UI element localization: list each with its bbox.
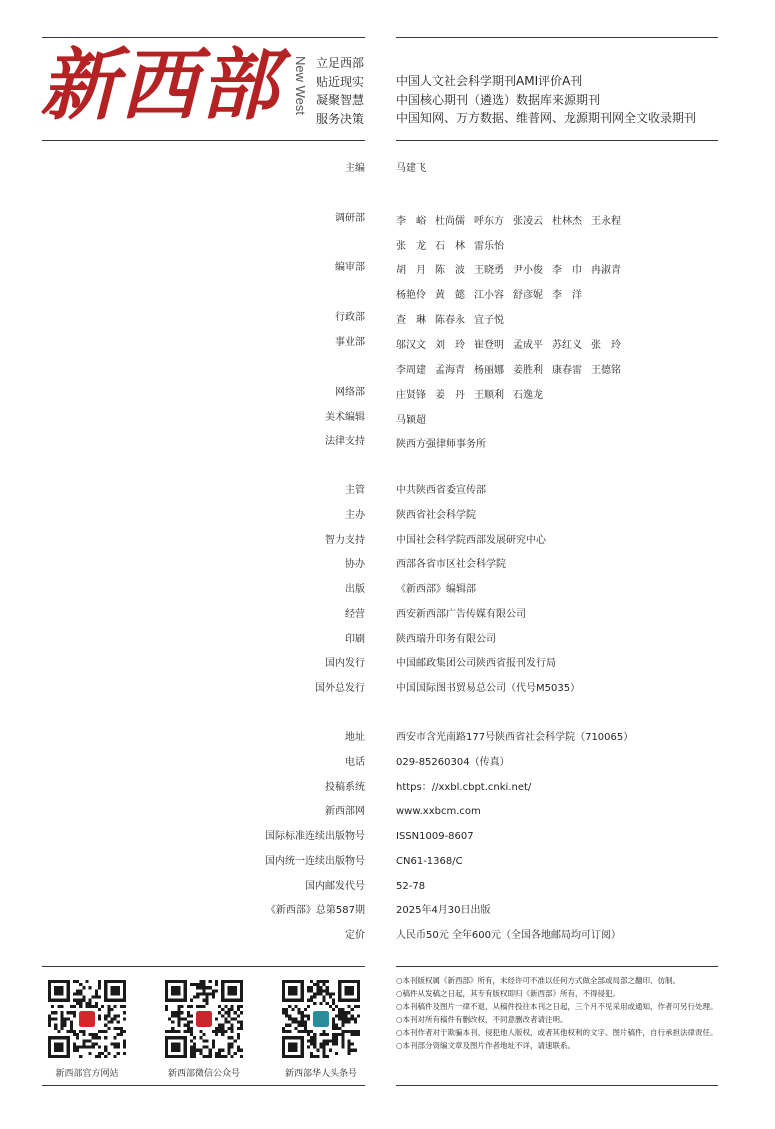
contact-row	[0, 852, 775, 872]
staff-name: 张 龙	[396, 240, 426, 252]
note-line: ○本刊作者对于欺骗本刊、侵犯他人版权，或者其他权利的文字、图片稿件，自行承担法律责任。	[396, 1028, 718, 1037]
department-row	[0, 209, 775, 229]
staff-name: 姜 丹	[435, 390, 465, 401]
department-names	[396, 209, 736, 229]
footer-rule-left-bottom	[42, 1085, 365, 1086]
staff-name: 王顺利	[474, 390, 504, 401]
staff-name: 庄贤锋	[396, 390, 426, 401]
staff-name: 张凌云	[513, 216, 543, 227]
recognitions	[396, 72, 726, 128]
staff-name: 尹小俊	[513, 265, 543, 276]
contact-value: 人民币50元 全年600元（全国各地邮局均可订阅）	[396, 930, 621, 941]
qr-code-official-site[interactable]	[48, 980, 126, 1058]
publication-row	[0, 630, 775, 650]
qr-caption: 新西部官方网站	[55, 1069, 119, 1079]
department-label: 编审部	[335, 262, 365, 273]
staff-name: 陕西方强律师事务所	[396, 439, 486, 450]
department-row	[0, 358, 775, 378]
staff-name: 孟海青	[435, 364, 465, 376]
staff-name: 崔登明	[474, 340, 504, 351]
staff-name: 石逸龙	[513, 390, 543, 401]
staff-name: 杨艳伶	[396, 289, 426, 301]
publication-row	[0, 580, 775, 600]
staff-name: 王永程	[591, 216, 621, 227]
department-row	[0, 383, 775, 403]
contact-value: ISSN1009-8607	[396, 831, 474, 842]
editor-in-chief-row	[0, 159, 775, 179]
publication-value: 陕西省社会科学院	[396, 509, 476, 521]
publication-label: 国内发行	[325, 658, 365, 670]
publication-row	[0, 531, 775, 551]
staff-name: 李周建	[396, 364, 426, 376]
contact-label: 定价	[345, 930, 365, 941]
qr-code-toutiao[interactable]	[282, 980, 360, 1058]
publication-row	[0, 654, 775, 674]
logo-english: New West	[293, 56, 308, 115]
staff-name: 陈 波	[435, 265, 465, 276]
department-names	[396, 308, 736, 328]
department-label: 事业部	[335, 337, 365, 348]
publication-label: 印刷	[345, 633, 365, 645]
department-names	[396, 432, 736, 452]
qr-code-graphic	[48, 980, 126, 1058]
staff-name: 雷乐怡	[474, 240, 504, 252]
publication-value: 陕西瑞升印务有限公司	[396, 633, 496, 645]
department-row	[0, 333, 775, 353]
publication-label: 协办	[345, 559, 365, 571]
contact-label: 地址	[345, 732, 365, 743]
contact-value: 2025年4月30日出版	[396, 905, 491, 917]
publication-row	[0, 481, 775, 501]
staff-name: 呼东方	[474, 216, 504, 227]
staff-name: 江小容	[474, 289, 504, 301]
staff-name: 陈春永	[435, 315, 465, 326]
staff-name: 王晓勇	[474, 265, 504, 276]
footer-rule-right-bottom	[396, 1085, 718, 1086]
recognition: 中国核心期刊（遴选）数据库来源期刊	[396, 92, 601, 107]
staff-name: 宜子悦	[474, 315, 504, 326]
note-line: ○本刊对所有稿件有删改权，不同意删改者请注明。	[396, 1015, 568, 1024]
contact-value: 52-78	[396, 880, 426, 892]
department-row	[0, 308, 775, 328]
department-label: 调研部	[335, 213, 365, 224]
publication-label: 国外总发行	[315, 683, 365, 694]
department-names	[396, 283, 736, 303]
qr-code-graphic	[165, 980, 243, 1058]
contact-label: 国内统一连续出版物号	[265, 855, 365, 867]
contact-row	[0, 901, 775, 921]
department-names	[396, 383, 736, 403]
contact-value: 西安市含光南路177号陕西省社会科学院（710065）	[396, 732, 634, 743]
staff-name: 胡 月	[396, 265, 426, 276]
staff-name: 马颖超	[396, 415, 426, 426]
department-row	[0, 258, 775, 278]
contact-value: www.xxbcm.com	[396, 806, 481, 818]
department-row	[0, 408, 775, 428]
contact-row	[0, 753, 775, 773]
contact-value: 029-85260304（传真）	[396, 756, 510, 768]
staff-name: 石 林	[435, 240, 465, 252]
contact-row	[0, 728, 775, 748]
slogan: 立足西部	[316, 56, 365, 70]
teal-logo-icon	[313, 1011, 329, 1027]
slogans	[316, 54, 376, 128]
staff-name: 张 玲	[591, 340, 621, 351]
note-line: ○稿件从发稿之日起，其专有版权即归《新西部》所有，不得侵犯。	[396, 989, 621, 998]
department-names	[396, 333, 736, 353]
contact-row	[0, 778, 775, 798]
contact-value: CN61-1368/C	[396, 855, 463, 867]
department-names	[396, 358, 736, 378]
staff-name: 刘 玲	[435, 340, 465, 351]
publication-value: 中共陕西省委宣传部	[396, 485, 486, 496]
staff-name: 李 洋	[552, 289, 582, 301]
publication-value: 《新西部》编辑部	[396, 584, 476, 595]
staff-name: 李 巾	[552, 265, 582, 276]
note-line: ○本刊部分资编文章及图片作者地址不详，请速联系。	[396, 1041, 576, 1050]
masthead-bottom-rule-right	[396, 140, 718, 141]
staff-name: 黄 懿	[435, 289, 465, 301]
contact-label: 国际标准连续出版物号	[265, 831, 365, 842]
department-names	[396, 408, 736, 428]
contact-row	[0, 827, 775, 847]
department-names	[396, 258, 736, 278]
footer-rule-left-top	[42, 966, 365, 967]
publication-value: 中国邮政集团公司陕西省报刊发行局	[396, 658, 556, 670]
publication-label: 经营	[345, 608, 365, 620]
publication-value: 中国社会科学院西部发展研究中心	[396, 534, 546, 546]
contact-row	[0, 926, 775, 946]
qr-caption: 新西部华人头条号	[284, 1069, 357, 1079]
publication-row	[0, 679, 775, 699]
staff-name: 杜尚儒	[435, 216, 465, 227]
department-label: 美术编辑	[325, 412, 365, 423]
staff-name: 冉淑青	[591, 265, 621, 276]
contact-label: 电话	[345, 756, 365, 768]
contact-row	[0, 802, 775, 822]
footer-rule-right-top	[396, 966, 718, 967]
editor-in-chief-label: 主编	[345, 163, 365, 174]
publication-label: 智力支持	[325, 534, 365, 546]
department-names	[396, 234, 736, 254]
department-row	[0, 432, 775, 452]
qr-code-wechat[interactable]	[165, 980, 243, 1058]
department-label: 行政部	[335, 312, 365, 323]
department-label: 法律支持	[325, 436, 365, 447]
publication-row	[0, 605, 775, 625]
staff-name: 康春雷	[552, 364, 582, 376]
publication-label: 主管	[345, 485, 365, 496]
red-logo-icon	[79, 1011, 95, 1027]
contact-label: 《新西部》总第587期	[265, 905, 365, 917]
staff-name: 李 峪	[396, 216, 426, 227]
note-line: ○本刊版权属《新西部》所有，未经许可不准以任何方式做全部或局部之翻印、仿制。	[396, 976, 681, 985]
publication-row	[0, 555, 775, 575]
note-line: ○本刊稿件及图片一律不退，从稿件投往本刊之日起，三个月不见采用或通知，作者可另行处理。	[396, 1002, 718, 1011]
staff-name: 查 琳	[396, 315, 426, 326]
staff-name: 邬汉文	[396, 340, 426, 351]
red-logo-icon	[196, 1011, 212, 1027]
recognition: 中国知网、万方数据、维普网、龙源期刊网全文收录期刊	[396, 111, 697, 125]
copyright-notes	[396, 974, 726, 1052]
slogan: 凝聚智慧	[316, 93, 365, 107]
department-row	[0, 234, 775, 254]
staff-name: 姜胜利	[513, 364, 543, 376]
editor-in-chief-value: 马建飞	[396, 163, 426, 174]
contact-label: 国内邮发代号	[305, 880, 365, 892]
staff-name: 苏红义	[552, 340, 582, 351]
staff-name: 舒彦妮	[513, 289, 543, 301]
qr-code-graphic	[282, 980, 360, 1058]
masthead-bottom-rule-left	[42, 140, 365, 141]
logo-calligraphy: 新西部	[40, 40, 281, 131]
qr-caption: 新西部微信公众号	[167, 1069, 240, 1079]
recognition: 中国人文社会科学期刊AMI评价A刊	[396, 74, 583, 88]
publication-value: 西部各省市区社会科学院	[396, 559, 506, 571]
department-row	[0, 283, 775, 303]
contact-row	[0, 877, 775, 897]
staff-name: 杜林杰	[552, 216, 582, 227]
top-rule-right	[396, 37, 718, 38]
slogan: 服务决策	[316, 111, 365, 126]
contact-value: https：//xxbl.cbpt.cnki.net/	[396, 781, 532, 793]
publication-value: 中国国际图书贸易总公司（代号M5035）	[396, 683, 581, 694]
staff-name: 杨丽娜	[474, 364, 504, 376]
contact-label: 新西部网	[325, 806, 365, 818]
slogan: 贴近现实	[316, 74, 365, 89]
staff-name: 王德铭	[591, 364, 621, 376]
publication-label: 主办	[345, 509, 365, 521]
publication-label: 出版	[345, 584, 365, 595]
staff-name: 孟成平	[513, 340, 543, 351]
publication-row	[0, 506, 775, 526]
contact-label: 投稿系统	[325, 781, 365, 793]
department-label: 网络部	[335, 387, 365, 398]
publication-value: 西安新西部广告传媒有限公司	[396, 608, 526, 620]
